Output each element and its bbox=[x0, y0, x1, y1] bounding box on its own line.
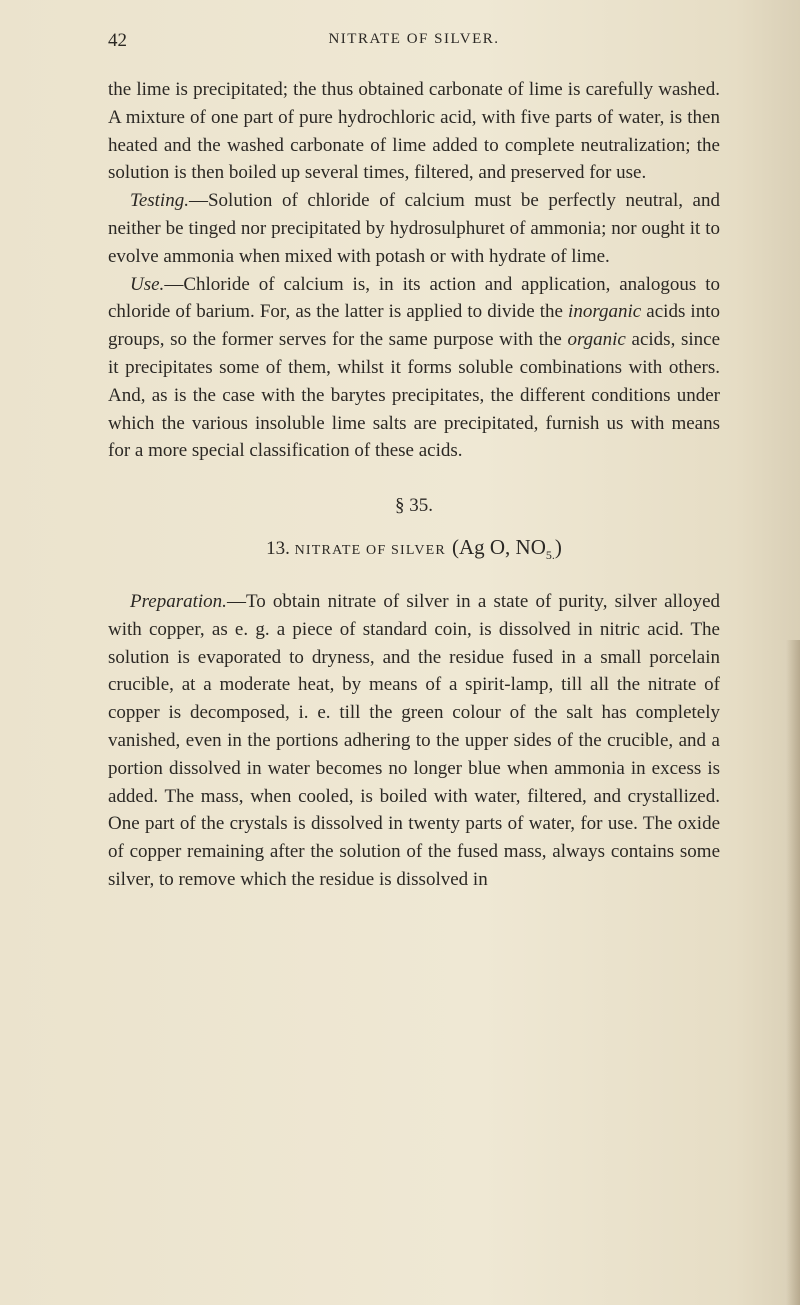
section-mark: § 35. bbox=[395, 495, 433, 517]
paragraph-text: acids, since it precipitates some of them, whilst it forms soluble combinations with others. And, as is the case with the barytes precipitates, the different conditions under which the various insoluble lime salts are precipitated, furnish us with means for a more special classification of these acids. bbox=[108, 329, 721, 462]
page-number: 42 bbox=[108, 30, 127, 51]
paragraph-heading-testing: Testing. bbox=[130, 190, 189, 212]
paragraph-use bbox=[108, 271, 720, 466]
emphasis-inorganic: inorganic bbox=[568, 301, 642, 323]
formula-close: ) bbox=[554, 534, 562, 559]
title-formula bbox=[451, 534, 562, 563]
paragraph-preparation bbox=[108, 588, 720, 894]
paragraph-heading-use: Use. bbox=[130, 273, 165, 295]
page-body bbox=[108, 76, 720, 894]
paragraph-text: —Chloride of calcium is, in its action and application, analogous to chloride of barium. For, as the latter is applied to divide the bbox=[108, 273, 720, 323]
section-title bbox=[108, 534, 720, 570]
running-head: NITRATE OF SILVER. bbox=[328, 31, 500, 47]
title-number: 13. bbox=[266, 537, 295, 559]
paragraph-text: —Solution of chloride of calcium must be perfectly neutral, and neither be tinged nor precipitated by hydrosulphuret of ammonia; nor ought it to evolve ammonia when mixed with potash or with hydrate of lime. bbox=[108, 190, 720, 267]
emphasis-organic: organic bbox=[567, 329, 626, 351]
paragraph-text: —To obtain nitrate of silver in a state of purity, silver alloyed with copper, as e. g. a piece of standard coin, is dissolved in nitric acid. The solution is evaporated to dryness, and the residue fused in a small porcelain crucible, at a moderate heat, by means of a spirit-lamp, till all the nitrate of copper is decomposed, i. e. till the green colour of the salt has completely vanished, even in the portions adhering to the upper sides of the crucible, and a portion dissolved in water becomes no longer blue when ammonia in excess is added. The mass, when cooled, is boiled with water, filtered, and crystallized. One part of the crystals is dissolved in twenty parts of water, for use. The oxide of copper remaining after the solution of the fused mass, always contains some silver, to remove which the residue is dissolved in bbox=[108, 590, 720, 890]
paragraph-text: acids into groups, so the former serves for the same purpose with the bbox=[108, 301, 720, 351]
paragraph-testing bbox=[108, 187, 720, 270]
formula-subscript: 5. bbox=[545, 548, 555, 563]
paragraph-heading-preparation: Preparation. bbox=[130, 590, 227, 612]
formula-main: (Ag O, NO bbox=[451, 534, 546, 559]
paragraph-continuation: the lime is precipitated; the thus obtained carbonate of lime is carefully washed. A mixture of one part of pure hydrochloric acid, with five parts of water, is then heated and the washed carbonate of lime added to complete neutralization; the solution is then boiled up several times, filtered, and preserved for use. bbox=[108, 79, 720, 184]
title-name: NITRATE OF SILVER bbox=[294, 542, 446, 558]
page-edge-shadow bbox=[786, 640, 800, 1305]
page-header bbox=[108, 30, 720, 56]
